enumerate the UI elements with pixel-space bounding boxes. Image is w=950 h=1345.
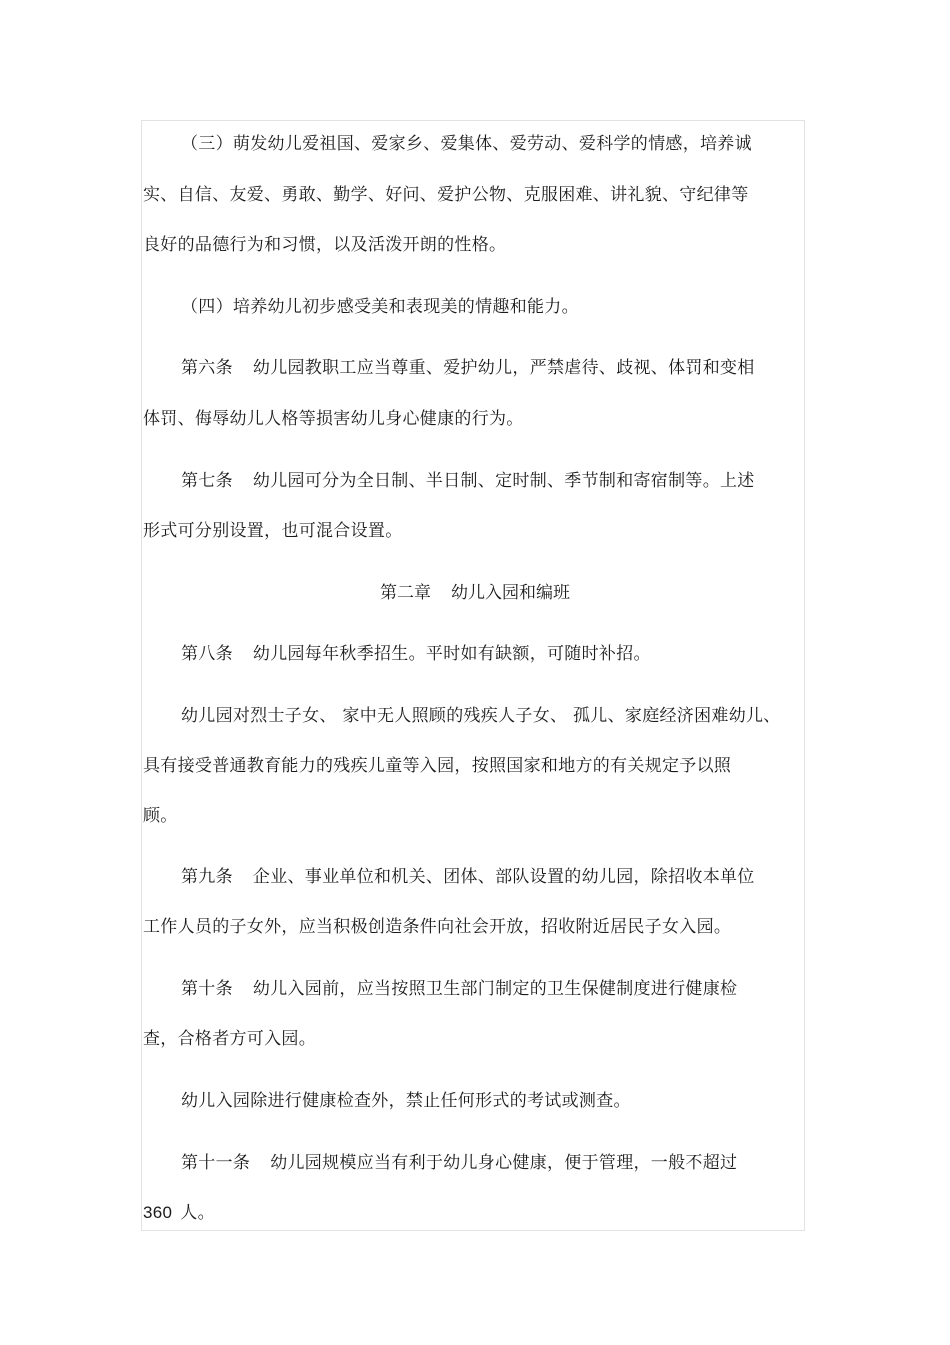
article-8-text-1: 幼儿园每年秋季招生。平时如有缺额，可随时补招。 (252, 644, 651, 664)
article-11-line-2 (143, 1202, 215, 1224)
article-9-text-1: 企业、事业单位和机关、团体、部队设置的幼儿园，除招收本单位 (252, 867, 755, 887)
paragraph-3-line-3: 良好的品德行为和习惯，以及活泼开朗的性格。 (143, 235, 507, 255)
article-9-line-1 (181, 866, 755, 888)
article-10-label: 第十条 (181, 979, 233, 999)
article-6-label: 第六条 (181, 358, 233, 378)
article-8b-line-2: 具有接受普通教育能力的残疾儿童等入园，按照国家和地方的有关规定予以照 (143, 756, 732, 776)
article-11-label: 第十一条 (181, 1153, 251, 1173)
article-6-text-1: 幼儿园教职工应当尊重、爱护幼儿，严禁虐待、歧视、体罚和变相 (252, 358, 755, 378)
chapter-heading (0, 582, 950, 604)
article-8-line-1 (181, 643, 651, 665)
paragraph-3-line-2: 实、自信、友爱、勇敢、勤学、好问、爱护公物、克服困难、讲礼貌、守纪律等 (143, 185, 749, 205)
article-6-line-2: 体罚、侮辱幼儿人格等损害幼儿身心健康的行为。 (143, 409, 524, 429)
article-9-label: 第九条 (181, 867, 233, 887)
article-7-line-2: 形式可分别设置，也可混合设置。 (143, 521, 403, 541)
article-10-line-2: 查，合格者方可入园。 (143, 1029, 316, 1049)
article-7-label: 第七条 (181, 471, 233, 491)
article-10b-line-1: 幼儿入园除进行健康检查外，禁止任何形式的考试或测查。 (181, 1091, 631, 1111)
article-11-unit: 人。 (180, 1203, 215, 1223)
article-9-line-2: 工作人员的子女外，应当积极创造条件向社会开放，招收附近居民子女入园。 (143, 917, 732, 937)
article-7-line-1 (181, 470, 755, 492)
chapter-label: 第二章 (380, 583, 431, 603)
article-8b-line-1: 幼儿园对烈士子女、 家中无人照顾的残疾人子女、 孤儿、家庭经济困难幼儿、 (181, 706, 781, 726)
article-7-text-1: 幼儿园可分为全日制、半日制、定时制、季节制和寄宿制等。上述 (252, 471, 755, 491)
article-8-label: 第八条 (181, 644, 233, 664)
article-10-line-1 (181, 978, 737, 1000)
page-frame (141, 120, 805, 1231)
article-11-number: 360 (143, 1203, 173, 1222)
article-11-text-1: 幼儿园规模应当有利于幼儿身心健康，便于管理，一般不超过 (270, 1153, 738, 1173)
article-11-line-1 (181, 1152, 737, 1174)
chapter-title: 幼儿入园和编班 (451, 583, 570, 603)
article-6-line-1 (181, 357, 755, 379)
paragraph-3-line-1: （三）萌发幼儿爱祖国、爱家乡、爱集体、爱劳动、爱科学的情感，培养诚 (181, 134, 752, 154)
article-10-text-1: 幼儿入园前，应当按照卫生部门制定的卫生保健制度进行健康检 (252, 979, 738, 999)
article-8b-line-3: 顾。 (143, 806, 178, 826)
paragraph-4-line-1: （四）培养幼儿初步感受美和表现美的情趣和能力。 (181, 297, 579, 317)
